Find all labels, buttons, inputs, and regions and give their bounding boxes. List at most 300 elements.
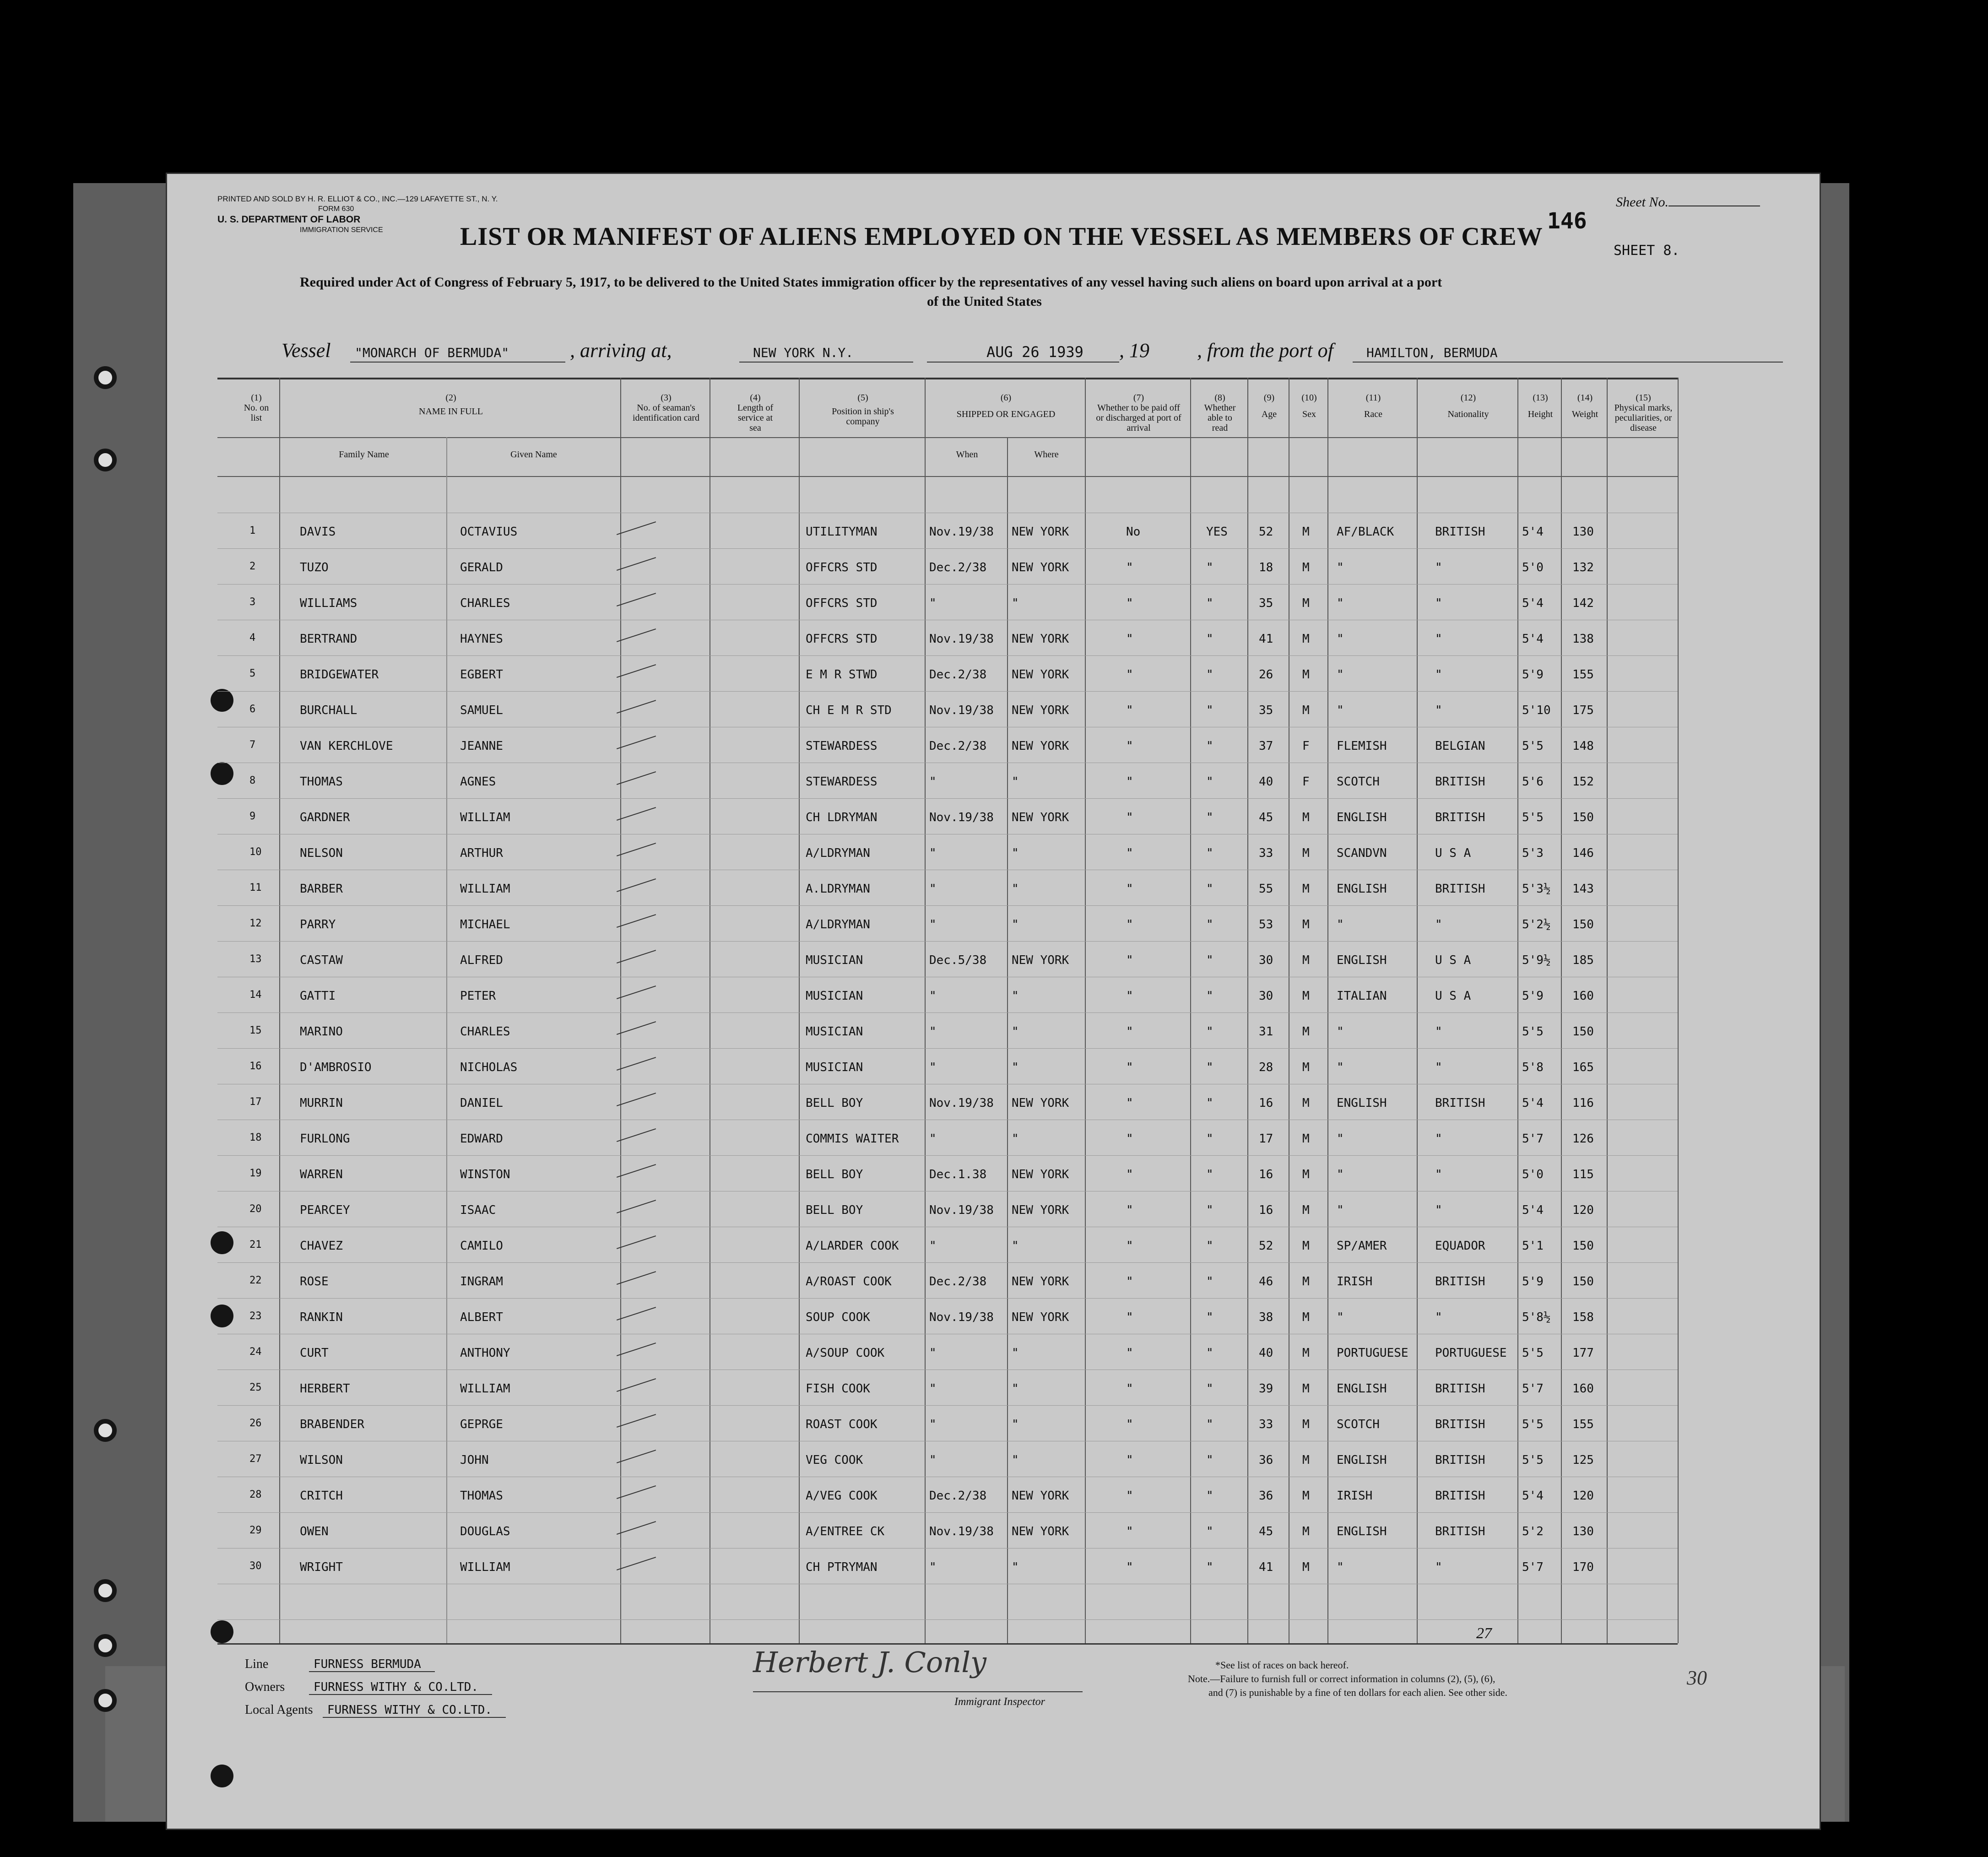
nationality: U S A [1435, 953, 1471, 967]
race: " [1337, 561, 1344, 574]
shipped-where: NEW YORK [1012, 668, 1069, 682]
sex: M [1302, 1346, 1310, 1360]
row-number: 30 [249, 1560, 262, 1572]
given-name: WILLIAM [460, 1382, 510, 1396]
check-tick [617, 985, 656, 999]
shipped-when: Nov.19/38 [929, 1525, 994, 1538]
paid-off: " [1126, 561, 1133, 574]
race: " [1337, 1310, 1344, 1324]
check-tick [617, 1450, 656, 1463]
sex: M [1302, 1382, 1310, 1396]
check-tick [617, 1343, 656, 1356]
page-title: LIST OR MANIFEST OF ALIENS EMPLOYED ON THE VESSEL AS MEMBERS OF CREW [460, 222, 1543, 251]
nationality: " [1435, 1025, 1442, 1039]
height: 5'8½ [1522, 1310, 1551, 1324]
shipped-where: NEW YORK [1012, 632, 1069, 646]
check-tick [617, 1021, 656, 1035]
shipped-where: NEW YORK [1012, 561, 1069, 574]
race: IRISH [1337, 1489, 1373, 1503]
family-name: VAN KERCHLOVE [300, 739, 393, 753]
weight: 150 [1572, 1275, 1594, 1289]
shipped-where: " [1012, 596, 1019, 610]
race: ENGLISH [1337, 1453, 1387, 1467]
col-position-header: (5) Position in ship's company [832, 393, 894, 427]
height: 5'4 [1522, 1203, 1544, 1217]
height: 5'5 [1522, 811, 1544, 824]
punch-hole [211, 1620, 233, 1643]
age: 45 [1259, 1525, 1273, 1538]
paid-off: " [1126, 1239, 1133, 1253]
height: 5'4 [1522, 1096, 1544, 1110]
shipped-where: " [1012, 1382, 1019, 1396]
able-to-read: " [1206, 1489, 1213, 1503]
able-to-read: " [1206, 1132, 1213, 1146]
check-tick [617, 1128, 656, 1142]
paid-off: " [1126, 1132, 1133, 1146]
shipped-where: " [1012, 918, 1019, 931]
sheet-no-field [1616, 195, 1760, 210]
sex: M [1302, 632, 1310, 646]
shipped-where: NEW YORK [1012, 1275, 1069, 1289]
col-name-header: (2) NAME IN FULL [419, 393, 483, 417]
nationality: BRITISH [1435, 1489, 1485, 1503]
col-where-header: Where [1034, 449, 1059, 460]
race: PORTUGUESE [1337, 1346, 1408, 1360]
position: MUSICIAN [806, 1061, 863, 1074]
sex: M [1302, 1275, 1310, 1289]
shipped-when: " [929, 1239, 937, 1253]
family-name: PEARCEY [300, 1203, 350, 1217]
punch-hole [211, 762, 233, 785]
shipped-when: Dec.2/38 [929, 739, 987, 753]
family-name: CASTAW [300, 953, 343, 967]
weight: 138 [1572, 632, 1594, 646]
shipped-when: " [929, 596, 937, 610]
shipped-where: NEW YORK [1012, 1168, 1069, 1181]
shipped-when: " [929, 1025, 937, 1039]
shipped-where: " [1012, 989, 1019, 1003]
able-to-read: " [1206, 1525, 1213, 1538]
race: " [1337, 1560, 1344, 1574]
given-name: ISAAC [460, 1203, 496, 1217]
given-name: THOMAS [460, 1489, 503, 1503]
requirement-text: Required under Act of Congress of February 5, 1917, to be delivered to the United States immigration officer by the representatives of any vessel having such aliens on board upon arrival at a port [300, 275, 1442, 290]
able-to-read: " [1206, 1382, 1213, 1396]
position: BELL BOY [806, 1168, 863, 1181]
sex: M [1302, 1525, 1310, 1538]
height: 5'10 [1522, 704, 1551, 717]
height: 5'6 [1522, 775, 1544, 789]
weight: 120 [1572, 1203, 1594, 1217]
given-name: HAYNES [460, 632, 503, 646]
position: MUSICIAN [806, 989, 863, 1003]
race: IRISH [1337, 1275, 1373, 1289]
given-name: ANTHONY [460, 1346, 510, 1360]
nationality: " [1435, 918, 1442, 931]
height: 5'1 [1522, 1239, 1544, 1253]
race: ENGLISH [1337, 1096, 1387, 1110]
weight: 160 [1572, 1382, 1594, 1396]
sex: M [1302, 525, 1310, 539]
weight: 130 [1572, 525, 1594, 539]
given-name: MICHAEL [460, 918, 510, 931]
height: 5'7 [1522, 1132, 1544, 1146]
shipped-where: NEW YORK [1012, 1310, 1069, 1324]
paid-off: " [1126, 882, 1133, 896]
race: " [1337, 1168, 1344, 1181]
able-to-read: " [1206, 775, 1213, 789]
form-number: FORM 630 [318, 205, 354, 213]
check-tick [617, 1200, 656, 1213]
family-name: BURCHALL [300, 704, 358, 717]
given-name: WINSTON [460, 1168, 510, 1181]
sex: M [1302, 1168, 1310, 1181]
given-name: PETER [460, 989, 496, 1003]
shipped-where: " [1012, 1061, 1019, 1074]
position: A/ROAST COOK [806, 1275, 892, 1289]
check-tick [617, 1557, 656, 1570]
age: 36 [1259, 1489, 1273, 1503]
given-name: CHARLES [460, 596, 510, 610]
height: 5'4 [1522, 632, 1544, 646]
shipped-when: " [929, 1418, 937, 1431]
paid-off: " [1126, 704, 1133, 717]
row-number: 22 [249, 1275, 262, 1286]
age: 16 [1259, 1203, 1273, 1217]
able-to-read: " [1206, 811, 1213, 824]
shipped-where: " [1012, 882, 1019, 896]
age: 16 [1259, 1096, 1273, 1110]
able-to-read: " [1206, 1025, 1213, 1039]
paid-off: " [1126, 1025, 1133, 1039]
paid-off: " [1126, 846, 1133, 860]
given-name: CAMILO [460, 1239, 503, 1253]
shipped-when: " [929, 775, 937, 789]
weight: 142 [1572, 596, 1594, 610]
sex: M [1302, 561, 1310, 574]
race: SCANDVN [1337, 846, 1387, 860]
family-name: GATTI [300, 989, 336, 1003]
position: UTILITYMAN [806, 525, 878, 539]
nationality: U S A [1435, 846, 1471, 860]
age: 36 [1259, 1453, 1273, 1467]
family-name: BRIDGEWATER [300, 668, 379, 682]
weight: 116 [1572, 1096, 1594, 1110]
shipped-when: " [929, 846, 937, 860]
family-name: BARBER [300, 882, 343, 896]
weight: 150 [1572, 811, 1594, 824]
row-number: 15 [249, 1025, 262, 1036]
age: 41 [1259, 632, 1273, 646]
row-number: 14 [249, 989, 262, 1001]
shipped-when: Nov.19/38 [929, 811, 994, 824]
weight: 150 [1572, 918, 1594, 931]
race: SP/AMER [1337, 1239, 1387, 1253]
given-name: ARTHUR [460, 846, 503, 860]
shipped-where: NEW YORK [1012, 1525, 1069, 1538]
sex: M [1302, 1418, 1310, 1431]
given-name: ALFRED [460, 953, 503, 967]
sex: M [1302, 1560, 1310, 1574]
nationality: " [1435, 1061, 1442, 1074]
height: 5'5 [1522, 1346, 1544, 1360]
weight: 177 [1572, 1346, 1594, 1360]
family-name: DAVIS [300, 525, 336, 539]
height: 5'0 [1522, 561, 1544, 574]
nationality: " [1435, 1310, 1442, 1324]
nationality: " [1435, 561, 1442, 574]
sex: M [1302, 1203, 1310, 1217]
family-name: TUZO [300, 561, 329, 574]
able-to-read: " [1206, 596, 1213, 610]
shipped-when: " [929, 1346, 937, 1360]
row-number: 13 [249, 953, 262, 965]
age: 46 [1259, 1275, 1273, 1289]
paid-off: " [1126, 596, 1133, 610]
paid-off: No [1126, 525, 1141, 539]
able-to-read: " [1206, 846, 1213, 860]
col-when-header: When [956, 449, 978, 460]
weight: 120 [1572, 1489, 1594, 1503]
nationality: " [1435, 1168, 1442, 1181]
col-sex-header: (10) Sex [1301, 393, 1317, 419]
weight: 115 [1572, 1168, 1594, 1181]
shipped-when: Nov.19/38 [929, 525, 994, 539]
race: SCOTCH [1337, 1418, 1380, 1431]
age: 30 [1259, 953, 1273, 967]
shipped-where: NEW YORK [1012, 811, 1069, 824]
voyage-line [282, 339, 1792, 366]
weight: 152 [1572, 775, 1594, 789]
sex: M [1302, 811, 1310, 824]
family-name: FURLONG [300, 1132, 350, 1146]
sex: M [1302, 596, 1310, 610]
check-tick [617, 521, 656, 535]
punch-hole [211, 1765, 233, 1787]
check-tick [617, 1164, 656, 1178]
check-tick [617, 1378, 656, 1392]
family-name: BERTRAND [300, 632, 358, 646]
family-name: ROSE [300, 1275, 329, 1289]
check-tick [617, 557, 656, 571]
given-name: JOHN [460, 1453, 489, 1467]
binder-hole [94, 1634, 117, 1657]
row-number: 8 [249, 775, 256, 786]
age: 16 [1259, 1168, 1273, 1181]
race: AF/BLACK [1337, 525, 1394, 539]
shipped-when: " [929, 1382, 937, 1396]
row-number: 17 [249, 1096, 262, 1108]
family-name: GARDNER [300, 811, 350, 824]
shipped-when: Dec.1.38 [929, 1168, 987, 1181]
shipped-where: " [1012, 775, 1019, 789]
paid-off: " [1126, 1168, 1133, 1181]
nationality: BRITISH [1435, 1525, 1485, 1538]
paid-off: " [1126, 1418, 1133, 1431]
row-number: 28 [249, 1489, 262, 1500]
paid-off: " [1126, 1382, 1133, 1396]
able-to-read: " [1206, 632, 1213, 646]
col-given-header: Given Name [510, 449, 557, 460]
family-name: D'AMBROSIO [300, 1061, 372, 1074]
col-read-header: (8) Whether able to read [1204, 393, 1236, 433]
shipped-when: " [929, 1560, 937, 1574]
position: CH E M R STD [806, 704, 892, 717]
family-name: CRITCH [300, 1489, 343, 1503]
nationality: BRITISH [1435, 811, 1485, 824]
height: 5'5 [1522, 1453, 1544, 1467]
weight: 143 [1572, 882, 1594, 896]
position: A/LARDER COOK [806, 1239, 899, 1253]
paid-off: " [1126, 1203, 1133, 1217]
binder-hole [94, 1689, 117, 1712]
age: 33 [1259, 1418, 1273, 1431]
given-name: AGNES [460, 775, 496, 789]
row-number: 19 [249, 1168, 262, 1179]
nationality: " [1435, 1132, 1442, 1146]
nationality: BRITISH [1435, 1096, 1485, 1110]
col-shipped-header: (6) SHIPPED OR ENGAGED [956, 393, 1056, 419]
margin-number: 30 [1687, 1667, 1707, 1689]
col-card-header: (3) No. of seaman's identification card [632, 393, 700, 423]
family-name: NELSON [300, 846, 343, 860]
family-name: WARREN [300, 1168, 343, 1181]
height: 5'5 [1522, 739, 1544, 753]
sex: M [1302, 1239, 1310, 1253]
inspector-signature: Herbert J. Conly [753, 1646, 987, 1679]
height: 5'9 [1522, 989, 1544, 1003]
sex: M [1302, 1489, 1310, 1503]
paid-off: " [1126, 668, 1133, 682]
nationality: " [1435, 1203, 1442, 1217]
height: 5'0 [1522, 1168, 1544, 1181]
col-weight-header: (14) Weight [1571, 393, 1598, 419]
shipped-where: " [1012, 1418, 1019, 1431]
row-number: 11 [249, 882, 262, 893]
able-to-read: " [1206, 1168, 1213, 1181]
sex: M [1302, 918, 1310, 931]
shipped-where: NEW YORK [1012, 1489, 1069, 1503]
sex: M [1302, 882, 1310, 896]
sex: M [1302, 846, 1310, 860]
able-to-read: " [1206, 989, 1213, 1003]
shipped-when: " [929, 1061, 937, 1074]
row-number: 25 [249, 1382, 262, 1393]
able-to-read: " [1206, 668, 1213, 682]
row-number: 21 [249, 1239, 262, 1251]
shipped-where: NEW YORK [1012, 1203, 1069, 1217]
weight: 130 [1572, 1525, 1594, 1538]
paid-off: " [1126, 1275, 1133, 1289]
position: BELL BOY [806, 1096, 863, 1110]
paid-off: " [1126, 1096, 1133, 1110]
shipped-when: " [929, 882, 937, 896]
paid-off: " [1126, 989, 1133, 1003]
nationality: BRITISH [1435, 1382, 1485, 1396]
shipped-where: NEW YORK [1012, 1096, 1069, 1110]
position: MUSICIAN [806, 953, 863, 967]
position: OFFCRS STD [806, 632, 878, 646]
row-number: 6 [249, 704, 256, 715]
weight: 132 [1572, 561, 1594, 574]
age: 30 [1259, 989, 1273, 1003]
paid-off: " [1126, 953, 1133, 967]
weight: 146 [1572, 846, 1594, 860]
row-number: 7 [249, 739, 256, 751]
nationality: BRITISH [1435, 882, 1485, 896]
race: " [1337, 632, 1344, 646]
age: 28 [1259, 1061, 1273, 1074]
position: OFFCRS STD [806, 596, 878, 610]
given-name: DOUGLAS [460, 1525, 510, 1538]
paid-off: " [1126, 1560, 1133, 1574]
col-age-header: (9) Age [1261, 393, 1277, 419]
position: A/LDRYMAN [806, 918, 870, 931]
weight: 155 [1572, 1418, 1594, 1431]
sex: M [1302, 1061, 1310, 1074]
nationality: " [1435, 668, 1442, 682]
able-to-read: " [1206, 1346, 1213, 1360]
row-number: 10 [249, 846, 262, 858]
family-name: PARRY [300, 918, 336, 931]
row-number: 2 [249, 561, 256, 572]
paid-off: " [1126, 811, 1133, 824]
col-marks-header: (15) Physical marks, peculiarities, or disease [1614, 393, 1673, 433]
height: 5'5 [1522, 1025, 1544, 1039]
family-name: OWEN [300, 1525, 329, 1538]
height: 5'9 [1522, 668, 1544, 682]
family-name: MARINO [300, 1025, 343, 1039]
family-name: CURT [300, 1346, 329, 1360]
weight: 150 [1572, 1239, 1594, 1253]
weight: 175 [1572, 704, 1594, 717]
shipped-where: " [1012, 1346, 1019, 1360]
col-nationality-header: (12) Nationality [1447, 393, 1489, 419]
able-to-read: " [1206, 1453, 1213, 1467]
vessel-name: "MONARCH OF BERMUDA" [355, 345, 509, 360]
family-name: WILSON [300, 1453, 343, 1467]
paid-off: " [1126, 1489, 1133, 1503]
inspector-label: Immigrant Inspector [954, 1696, 1045, 1708]
height: 5'3½ [1522, 882, 1551, 896]
row-number: 12 [249, 918, 262, 929]
position: ROAST COOK [806, 1418, 878, 1431]
age: 31 [1259, 1025, 1273, 1039]
height: 5'9½ [1522, 953, 1551, 967]
given-name: OCTAVIUS [460, 525, 518, 539]
able-to-read: " [1206, 1203, 1213, 1217]
family-name: THOMAS [300, 775, 343, 789]
position: STEWARDESS [806, 739, 878, 753]
check-tick [617, 1057, 656, 1071]
family-name: WRIGHT [300, 1560, 343, 1574]
check-tick [617, 593, 656, 606]
col-service-header: (4) Length of service at sea [737, 393, 774, 433]
col-family-header: Family Name [339, 449, 389, 460]
position: STEWARDESS [806, 775, 878, 789]
nationality: BRITISH [1435, 775, 1485, 789]
year-label: , 19 [1119, 339, 1149, 362]
race: " [1337, 704, 1344, 717]
age: 41 [1259, 1560, 1273, 1574]
from-label: , from the port of [1197, 339, 1333, 362]
race: " [1337, 1061, 1344, 1074]
weight: 160 [1572, 989, 1594, 1003]
position: MUSICIAN [806, 1025, 863, 1039]
given-name: INGRAM [460, 1275, 503, 1289]
col-paid-header: (7) Whether to be paid off or discharged at port of arrival [1096, 393, 1181, 433]
weight: 170 [1572, 1560, 1594, 1574]
